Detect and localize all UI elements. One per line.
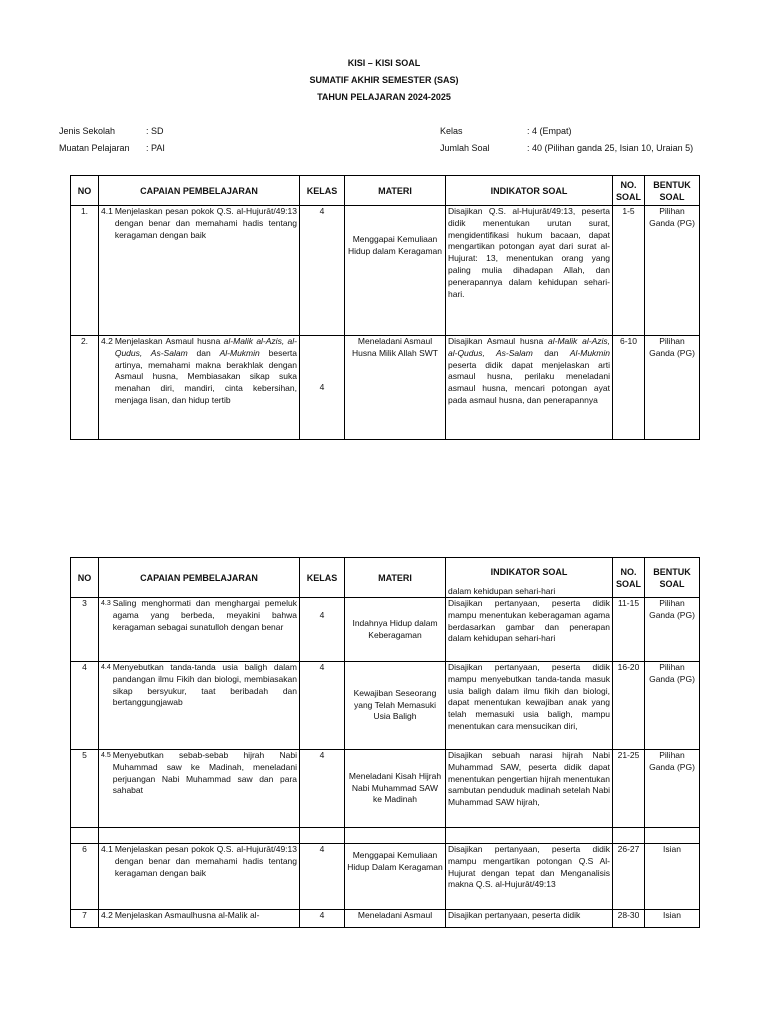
kelas-value: : 4 (Empat) xyxy=(527,126,572,136)
row-no-soal: 26-27 xyxy=(613,844,645,910)
cp-code: 4.4 xyxy=(101,664,111,671)
row-materi: Menggapai Kemuliaan Hidup dalam Keragaman xyxy=(345,206,446,336)
row-no-soal: 21-25 xyxy=(613,750,645,828)
row-indikator: Disajikan pertanyaan, peserta didik mampu menentukan keberagaman agama berdasarkan gambar dan penerapan dalam kehidupan sehari-hari xyxy=(446,598,613,662)
row-bentuk: Pilihan Ganda (PG) xyxy=(645,598,700,662)
row-materi: Indahnya Hidup dalam Keberagaman xyxy=(345,598,446,662)
table-header xyxy=(71,558,700,586)
muatan-pelajaran-label: Muatan Pelajaran xyxy=(59,143,130,153)
col-bentuk: BENTUK SOAL xyxy=(645,176,700,206)
cp-text: Menjelaskan Asmaulhusna al-Malik al- xyxy=(114,910,260,920)
kisi-table-2 xyxy=(70,557,700,928)
row-kelas: 4 xyxy=(300,662,345,750)
indikator-continuation: dalam kehidupan sehari-hari xyxy=(446,586,613,598)
row-kelas: 4 xyxy=(300,844,345,910)
row-bentuk: Pilihan Ganda (PG) xyxy=(645,336,700,440)
row-kelas: 4 xyxy=(300,910,345,928)
row-indikator: Disajikan pertanyaan, peserta didik mampu menyebutkan tanda-tanda masuk usia baligh dalam ilmu fikih dan biologi, dapat menentukan kewajiban anak yang telah memasuki usia baligh, mampu menentukan cara mensucikan diri, xyxy=(446,662,613,750)
row-materi: Menggapai Kemuliaan Hidup Dalam Keragaman xyxy=(345,844,446,910)
table-row xyxy=(71,206,700,336)
cp-text: Menjelaskan pesan pokok Q.S. al-Hujurāt/49:13 dengan benar dan memahami hadis tentang keragaman dengan baik xyxy=(114,206,297,240)
table-row xyxy=(71,910,700,928)
cp-text: Menyebutkan sebab-sebab hijrah Nabi Muhammad saw ke Madinah, meneladani perjuangan Nabi Muhammad saw dan para sahabat xyxy=(112,750,297,796)
row-capaian xyxy=(99,662,300,750)
doc-title: KISI – KISI SOAL xyxy=(347,58,421,68)
row-no: 3 xyxy=(71,598,99,662)
row-no: 5 xyxy=(71,750,99,828)
row-no-soal: 1-5 xyxy=(613,206,645,336)
cp-code: 4.3 xyxy=(101,600,111,607)
kelas-label: Kelas xyxy=(440,126,463,136)
row-indikator: Disajikan pertanyaan, peserta didik xyxy=(446,910,613,928)
row-bentuk: Isian xyxy=(645,910,700,928)
kisi-table-1 xyxy=(70,175,700,440)
row-materi: Meneladani Asmaul xyxy=(345,910,446,928)
table-row xyxy=(71,844,700,910)
cp-code: 4.1 xyxy=(101,206,113,216)
table-row xyxy=(71,598,700,662)
row-capaian xyxy=(99,206,300,336)
row-capaian xyxy=(99,910,300,928)
row-materi: Meneladani Asmaul Husna Milik Allah SWT xyxy=(345,336,446,440)
col-indikator: INDIKATOR SOAL xyxy=(446,176,613,206)
row-bentuk: Pilihan Ganda (PG) xyxy=(645,750,700,828)
jenis-sekolah-label: Jenis Sekolah xyxy=(59,126,116,136)
doc-year: TAHUN PELAJARAN 2024-2025 xyxy=(317,92,451,102)
col-no: NO xyxy=(71,558,99,598)
col-no: NO xyxy=(71,176,99,206)
cp-code: 4.5 xyxy=(101,752,111,759)
row-bentuk: Pilihan Ganda (PG) xyxy=(645,662,700,750)
row-kelas: 4 xyxy=(300,598,345,662)
row-no-soal: 16-20 xyxy=(613,662,645,750)
col-capaian: CAPAIAN PEMBELAJARAN xyxy=(99,558,300,598)
col-kelas: KELAS xyxy=(300,176,345,206)
row-kelas: 4 xyxy=(300,206,345,336)
row-capaian xyxy=(99,750,300,828)
jumlah-soal-label: Jumlah Soal xyxy=(440,143,490,153)
table-row xyxy=(71,336,700,440)
cp-code: 4.1 xyxy=(101,844,113,854)
col-no-soal: NO. SOAL xyxy=(613,176,645,206)
table-row xyxy=(71,750,700,828)
row-indikator: Disajikan sebuah narasi hijrah Nabi Muhammad SAW, peserta didik dapat menentukan pengertian hijrah menentukan sambutan penduduk madinah setelah Nabi Muhammad SAW hijrah, xyxy=(446,750,613,828)
row-capaian xyxy=(99,598,300,662)
row-capaian xyxy=(99,336,300,440)
cp-text: Menjelaskan Asmaul husna al-Malik al-Azis, al-Qudus, As-Salam dan Al-Mukmin beserta artinya, memahami makna berakhlak dengan Asmaul husna, Membiasakan sikap suka menahan diri, mandiri, cinta kebersihan, menjaga lisan, dan hidup tertib xyxy=(114,336,298,405)
cp-code: 4.2 xyxy=(101,336,113,346)
muatan-pelajaran-value: : PAI xyxy=(146,143,165,153)
row-indikator: Disajikan Q.S. al-Hujurāt/49:13, peserta didik menentukan urutan surat, mengidentifikasi hukum bacaan, dapat mengartikan potongan ayat dari surat al-Hujurat: 13, menentukan orang yang paling mulia dihadapan Allah, dan penerapannya dalam kehidupan sehari-hari. xyxy=(446,206,613,336)
row-capaian xyxy=(99,844,300,910)
table-header xyxy=(71,176,700,206)
cp-code: 4.2 xyxy=(101,910,113,920)
row-no-soal: 6-10 xyxy=(613,336,645,440)
col-capaian: CAPAIAN PEMBELAJARAN xyxy=(99,176,300,206)
row-indikator: Disajikan Asmaul husna al-Malik al-Azis, al-Qudus, As-Salam dan Al-Mukmin peserta didik dapat menjelaskan arti asmaul husna, perilaku meneladani asmaul husna, mencari potongan ayat pada asmaul husna, dan penerapannya xyxy=(446,336,613,440)
spacer-row xyxy=(71,828,700,844)
row-no-soal: 11-15 xyxy=(613,598,645,662)
doc-subtitle: SUMATIF AKHIR SEMESTER (SAS) xyxy=(309,75,459,85)
col-no-soal: NO. SOAL xyxy=(613,558,645,598)
row-no: 4 xyxy=(71,662,99,750)
row-materi: Meneladani Kisah Hijrah Nabi Muhammad SAW ke Madinah xyxy=(345,750,446,828)
cp-text: Saling menghormati dan menghargai pemeluk agama yang berbeda, meyakini bahwa keragaman sebagai sunatulloh dengan benar xyxy=(112,598,297,632)
row-no: 7 xyxy=(71,910,99,928)
row-materi: Kewajiban Seseorang yang Telah Memasuki Usia Baligh xyxy=(345,662,446,750)
row-indikator: Disajikan pertanyaan, peserta didik mampu mengartikan potongan Q.S Al-Hujurat dengan tepat dan Menganalisis makna Q.S. al-Hujurāt/49:13 xyxy=(446,844,613,910)
row-kelas: 4 xyxy=(300,750,345,828)
row-kelas: 4 xyxy=(300,336,345,440)
row-bentuk: Pilihan Ganda (PG) xyxy=(645,206,700,336)
row-no: 2. xyxy=(71,336,99,440)
table-row xyxy=(71,662,700,750)
col-bentuk: BENTUK SOAL xyxy=(645,558,700,598)
cp-text: Menjelaskan pesan pokok Q.S. al-Hujurāt/49:13 dengan benar dan memahami hadis tentang keragaman dengan baik xyxy=(114,844,297,878)
col-indikator: INDIKATOR SOAL xyxy=(446,558,613,586)
row-bentuk: Isian xyxy=(645,844,700,910)
col-materi: MATERI xyxy=(345,558,446,598)
jenis-sekolah-value: : SD xyxy=(146,126,164,136)
row-no: 1. xyxy=(71,206,99,336)
row-no-soal: 28-30 xyxy=(613,910,645,928)
row-no: 6 xyxy=(71,844,99,910)
cp-text: Menyebutkan tanda-tanda usia baligh dalam pandangan ilmu Fikih dan biologi, membiasakan sikap bersyukur, taat beribadah dan bertanggungjawab xyxy=(112,662,297,708)
col-kelas: KELAS xyxy=(300,558,345,598)
jumlah-soal-value: : 40 (Pilihan ganda 25, Isian 10, Uraian 5) xyxy=(527,143,694,153)
col-materi: MATERI xyxy=(345,176,446,206)
